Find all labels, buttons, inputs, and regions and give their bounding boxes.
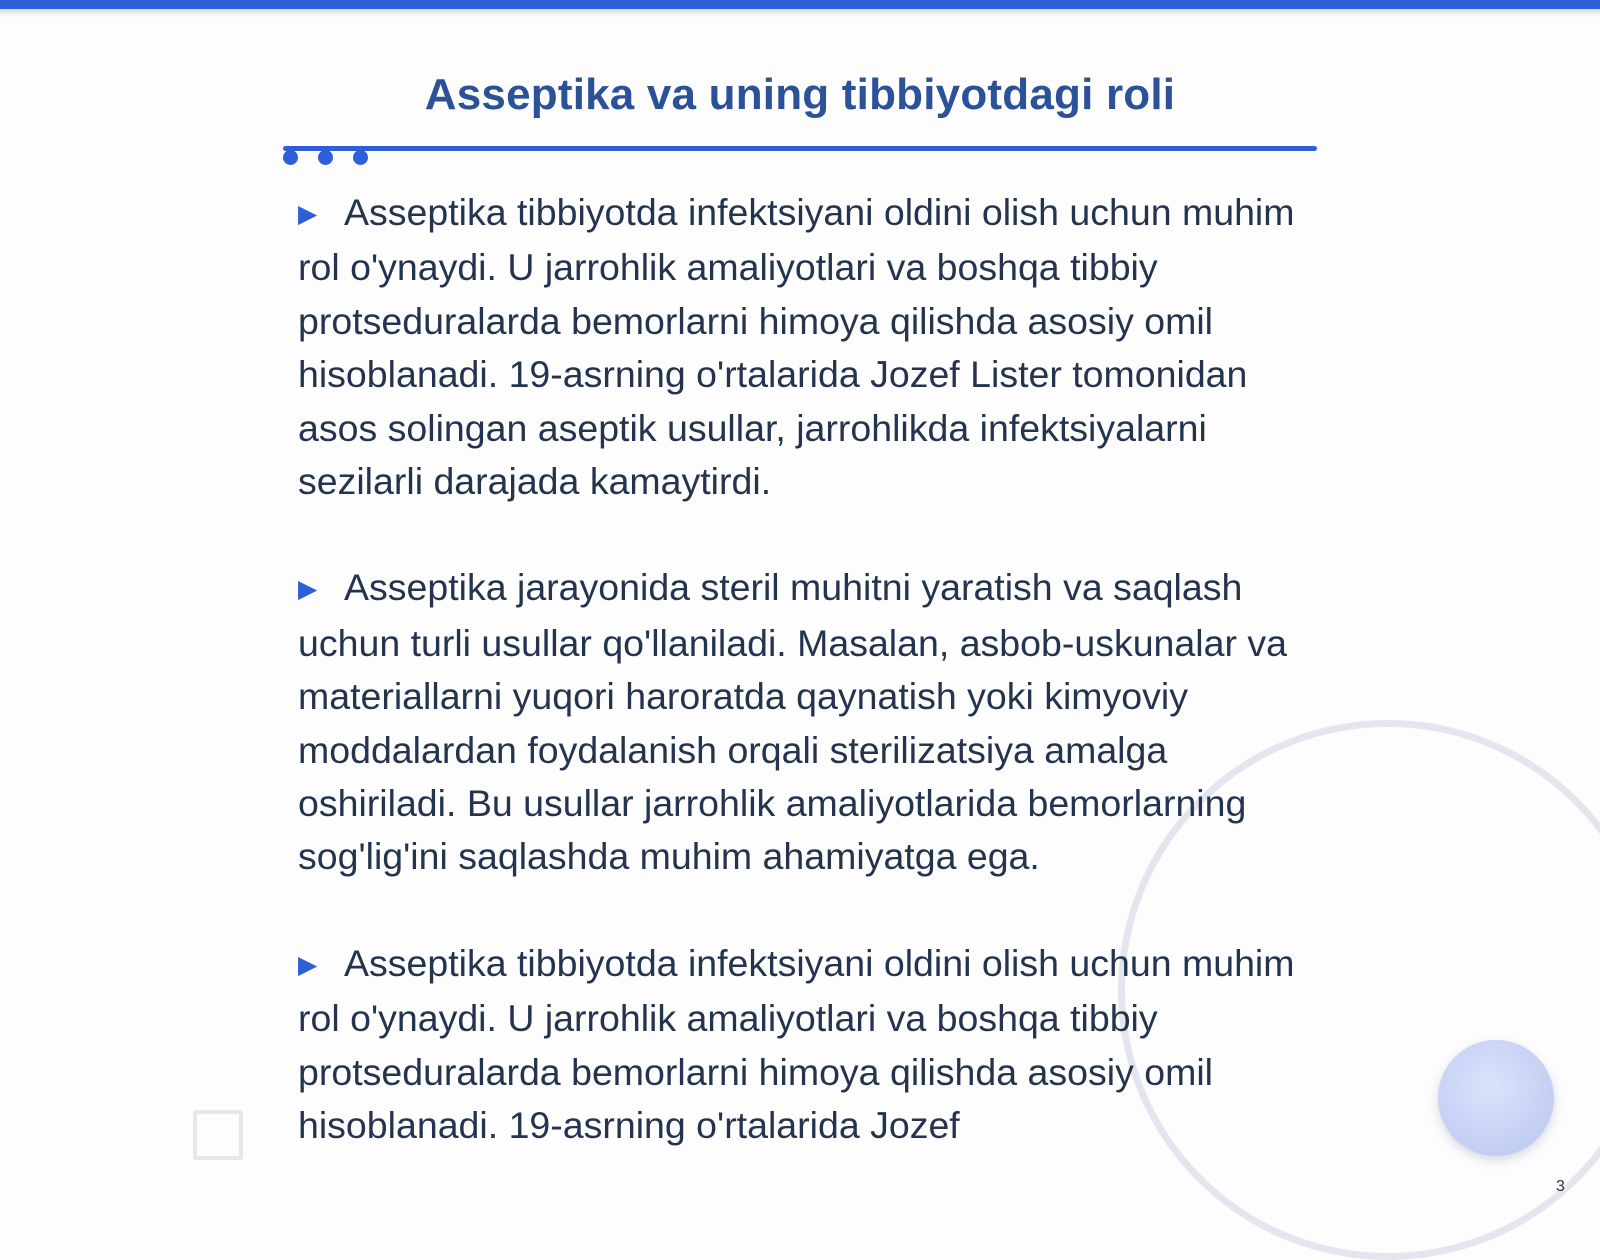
bullet-paragraph bbox=[298, 937, 1308, 1153]
top-bar-shadow bbox=[0, 9, 1600, 17]
decorative-square bbox=[193, 1110, 243, 1160]
bullet-paragraph bbox=[298, 186, 1308, 508]
page-number: 3 bbox=[1556, 1178, 1565, 1195]
bullet-arrow-icon: ▶ bbox=[298, 950, 318, 979]
bullet-arrow-icon: ▶ bbox=[298, 200, 318, 228]
slide-body bbox=[298, 186, 1308, 1206]
underline-dot bbox=[353, 150, 368, 165]
decorative-circle bbox=[1438, 1040, 1554, 1156]
underline-dot bbox=[283, 150, 298, 165]
bullet-arrow-icon: ▶ bbox=[298, 575, 318, 604]
underline-dot bbox=[318, 150, 333, 165]
top-accent-bar bbox=[0, 0, 1600, 9]
paragraph-text: Asseptika jarayonida steril muhitni yaratish va saqlash uchun turli usullar qo'llaniladi. Masalan, asbob-uskunalar va materiallarni yuqori haroratda qaynatish yoki kimyoviy moddalardan foydalanish orqali sterilizatsiya amalga oshiriladi. Bu usullar jarrohlik amaliyotlarida bemorlarning sog'lig'ini saqlashda muhim ahamiyatga ega. bbox=[298, 566, 1287, 878]
title-underline bbox=[283, 146, 1317, 151]
bullet-paragraph bbox=[298, 561, 1308, 883]
slide-title: Asseptika va uning tibbiyotdagi roli bbox=[424, 70, 1176, 119]
paragraph-text: Asseptika tibbiyotda infektsiyani oldini olish uchun muhim rol o'ynaydi. U jarrohlik amaliyotlari va boshqa tibbiy protseduralarda bemorlarni himoya qilishda asosiy omil hisoblanadi. 19-asrning o'rtalarida Jozef Lister tomonidan asos solingan aseptik usullar, jarrohlikda infektsiyalarni sezilarli darajada kamaytirdi. bbox=[298, 191, 1295, 503]
paragraph-text: Asseptika tibbiyotda infektsiyani oldini olish uchun muhim rol o'ynaydi. U jarrohlik amaliyotlari va boshqa tibbiy protseduralarda bemorlarni himoya qilishda asosiy omil hisoblanadi. 19-asrning o'rtalarida Jozef bbox=[298, 941, 1295, 1147]
